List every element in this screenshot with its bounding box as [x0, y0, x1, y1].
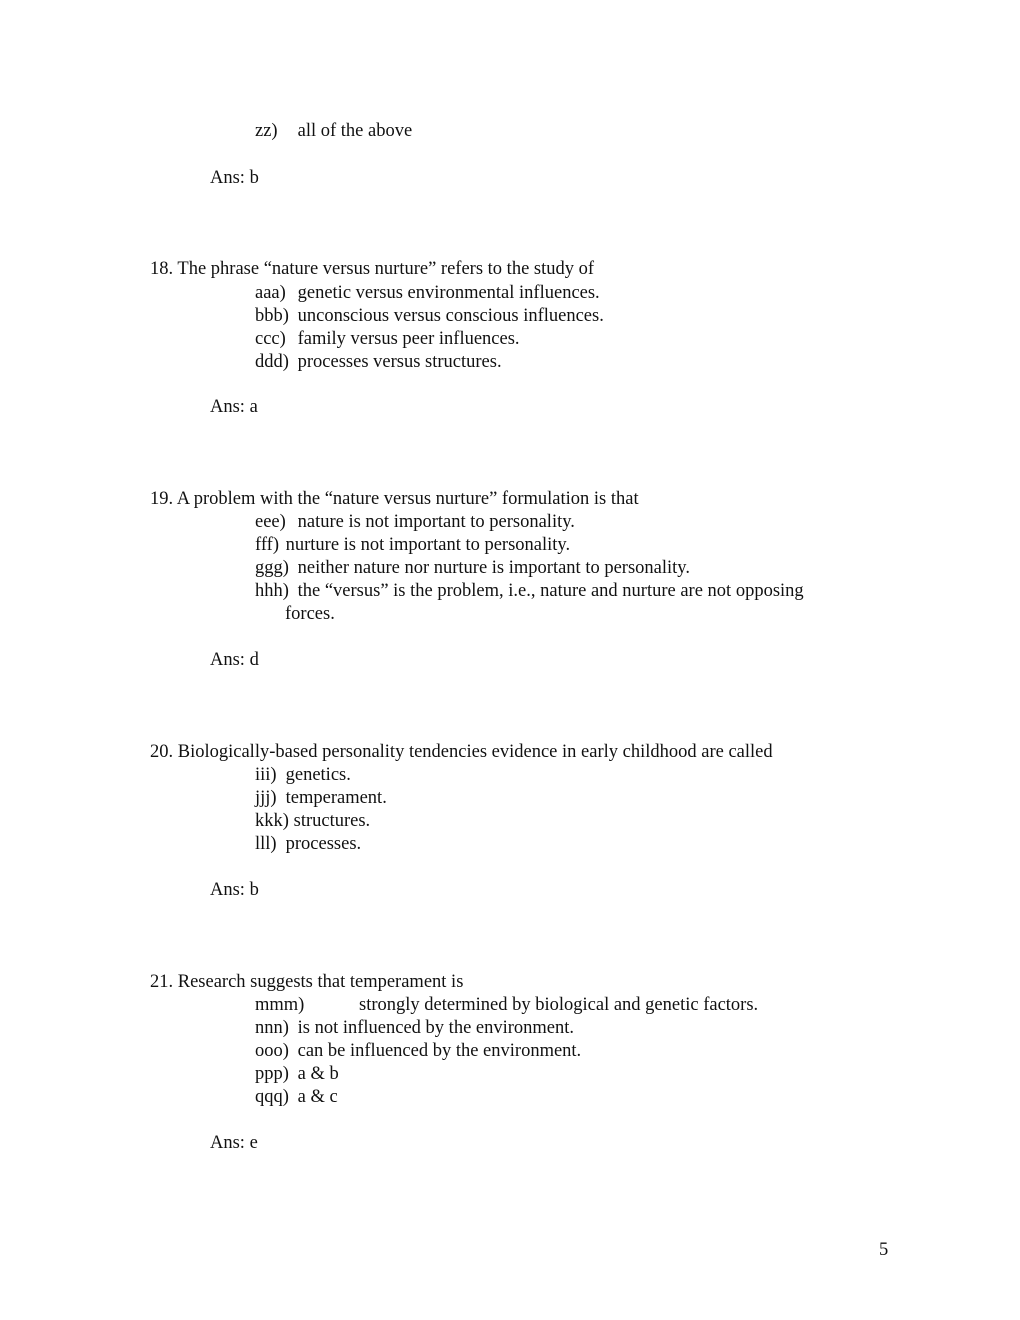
option-label: mmm)	[255, 995, 305, 1015]
answer-19: Ans: d	[210, 650, 259, 670]
option-text: nature is not important to personality.	[297, 512, 575, 532]
question-21	[150, 971, 463, 994]
option-text: nurture is not important to personality.	[285, 535, 571, 555]
option-text: can be influenced by the environment.	[297, 1041, 582, 1061]
question-stem: A problem with the “nature versus nurture” formulation is that	[176, 489, 639, 509]
answer-18: Ans: a	[210, 397, 258, 417]
option	[255, 351, 502, 374]
option-label: kkk)	[255, 811, 289, 831]
answer-21: Ans: e	[210, 1133, 258, 1153]
option-text: neither nature nor nurture is important to personality.	[297, 558, 690, 578]
option-label: ooo)	[255, 1041, 289, 1061]
page-number: 5	[879, 1240, 889, 1260]
option-label: nnn)	[255, 1018, 289, 1038]
answer-20: Ans: b	[210, 880, 259, 900]
option	[255, 282, 600, 305]
option-text: processes.	[285, 834, 362, 854]
option	[255, 1063, 339, 1086]
option-label: ccc)	[255, 329, 286, 349]
option-text: a & b	[297, 1064, 339, 1084]
question-20	[150, 741, 773, 764]
option	[255, 557, 690, 580]
option-label: eee)	[255, 512, 286, 532]
option-label: fff)	[255, 535, 279, 555]
option	[255, 833, 361, 856]
option	[255, 305, 604, 328]
option-label: bbb)	[255, 306, 289, 326]
option-label: iii)	[255, 765, 277, 785]
option-text: genetics.	[285, 765, 351, 785]
option-zz	[255, 120, 412, 143]
option-label: hhh)	[255, 581, 289, 601]
option-text: genetic versus environmental influences.	[297, 283, 600, 303]
option	[255, 764, 351, 787]
option-text: temperament.	[285, 788, 387, 808]
option-text: is not influenced by the environment.	[297, 1018, 575, 1038]
question-19	[150, 488, 639, 511]
option	[255, 1017, 574, 1040]
question-stem: Biologically-based personality tendencies evidence in early childhood are called	[177, 742, 773, 762]
option-text: unconscious versus conscious influences.	[297, 306, 604, 326]
option	[255, 1086, 338, 1109]
answer-17: Ans: b	[210, 168, 259, 188]
option-text: all of the above	[297, 121, 413, 141]
question-18	[150, 258, 594, 281]
option	[255, 994, 758, 1017]
question-number: 20.	[150, 742, 174, 762]
question-number: 19.	[150, 489, 174, 509]
question-stem: Research suggests that temperament is	[177, 972, 464, 992]
option-text: a & c	[297, 1087, 338, 1107]
option-continuation: forces.	[285, 604, 335, 624]
option-label: lll)	[255, 834, 277, 854]
option-label: ddd)	[255, 352, 289, 372]
option-text: the “versus” is the problem, i.e., nature and nurture are not opposing	[297, 581, 804, 601]
question-stem: The phrase “nature versus nurture” refers to the study of	[177, 259, 595, 279]
option-label: aaa)	[255, 283, 286, 303]
option-text: family versus peer influences.	[297, 329, 520, 349]
option	[255, 328, 520, 351]
option	[255, 580, 804, 603]
option	[255, 534, 570, 557]
option-text: structures.	[293, 811, 371, 831]
option-label: qqq)	[255, 1087, 289, 1107]
option-label: ppp)	[255, 1064, 289, 1084]
option	[255, 787, 387, 810]
question-number: 18.	[150, 259, 174, 279]
option-label: jjj)	[255, 788, 277, 808]
option	[255, 511, 575, 534]
option-label: ggg)	[255, 558, 289, 578]
option	[255, 1040, 581, 1063]
option-label: zz)	[255, 121, 278, 141]
option	[255, 810, 370, 833]
question-number: 21.	[150, 972, 174, 992]
option-text: strongly determined by biological and genetic factors.	[359, 995, 759, 1015]
option-text: processes versus structures.	[297, 352, 502, 372]
